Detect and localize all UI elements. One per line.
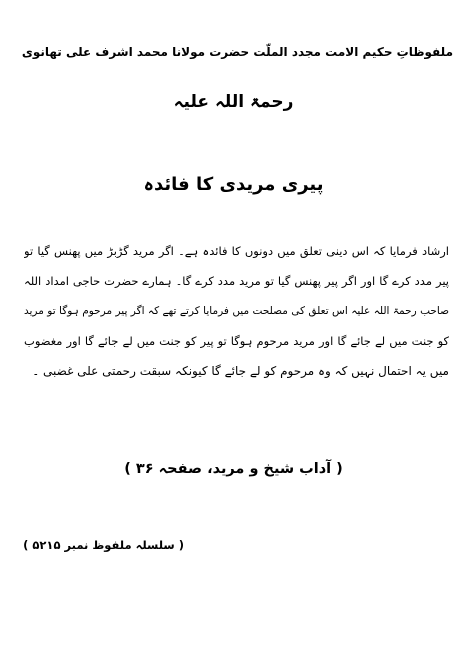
body-line: پیر مدد کرے گا اور اگر پیر پھنس گیا تو مرید مدد کرے گا۔ ہمارے حضرت حاجی امداد اللہ <box>24 274 449 288</box>
reference-citation: ( آداب شیخ و مرید، صفحہ ۳۶ ) <box>124 461 343 477</box>
body-line: کو جنت میں لے جائے گا اور مرید مرحوم ہوگا تو پیر کو جنت میں لے جائے گا اور مغضوب <box>24 334 449 348</box>
body-line: ارشاد فرمایا کہ اس دینی تعلق میں دونوں کا فائدہ ہے۔ اگر مرید گڑبڑ میں پھنس گیا تو <box>24 244 449 258</box>
series-number: ( سلسلہ ملفوظ نمبر ۵۲۱۵ ) <box>23 538 184 552</box>
body-paragraph <box>24 236 449 386</box>
body-line: میں یہ احتمال نہیں کہ وہ مرحوم کو لے جائے گا کیونکہ سبقت رحمتی علی غضبی ۔ <box>32 364 449 378</box>
section-title: پیری مریدی کا فائدہ <box>143 174 324 195</box>
header-title-line1: ملفوظاتِ حکیم الامت مجدد الملّت حضرت مولانا محمد اشرف علی تھانوی <box>21 45 453 59</box>
header-title-line2: رحمۃ اللہ علیہ <box>173 92 294 112</box>
body-line: صاحب رحمۃ اللہ علیہ اس تعلق کی مصلحت میں فرمایا کرتے تھے کہ اگر پیر مرحوم ہوگا تو مرید <box>24 305 449 317</box>
